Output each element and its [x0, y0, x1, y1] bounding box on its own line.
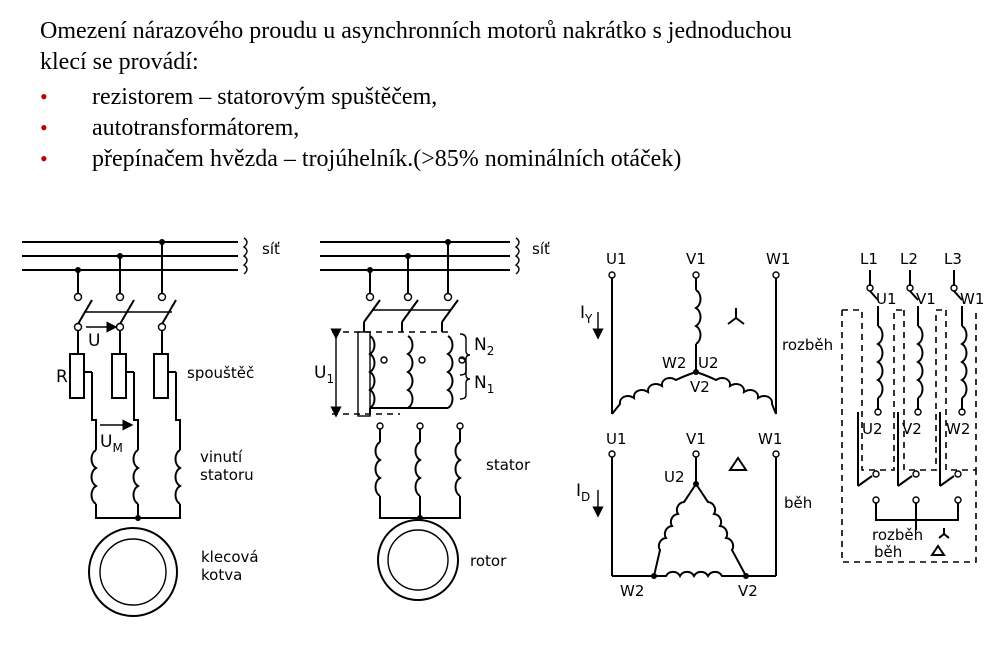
star-v2: V2	[690, 378, 710, 396]
star-symbol-icon	[939, 528, 949, 538]
mains-brace	[244, 238, 247, 274]
autotransformer-winding-2	[408, 336, 413, 408]
stator-winding-label-1: vinutí	[200, 448, 243, 466]
mains-label: síť	[262, 240, 280, 258]
delta-u2: U2	[664, 468, 685, 486]
delta-symbol-icon	[730, 458, 746, 470]
diagram-autotransformer	[314, 238, 550, 600]
resistor-2	[112, 354, 126, 398]
rotor-label: rotor	[470, 552, 507, 570]
switch-run-label: běh	[874, 543, 903, 561]
star-u2: U2	[698, 354, 719, 372]
diagram-star-delta-switch	[842, 250, 984, 562]
star-u1: U1	[606, 250, 627, 268]
star-winding-u	[612, 372, 696, 414]
star-winding-v	[696, 290, 701, 344]
motor-voltage-label: $U_M$	[100, 432, 123, 455]
mains-label: síť	[532, 240, 550, 258]
starter-label: spouštěč	[187, 364, 255, 382]
resistor-3	[154, 354, 168, 398]
switch-v1: V1	[916, 290, 936, 308]
stator-winding-2	[415, 442, 420, 496]
stator-winding-label-2: statoru	[200, 466, 254, 484]
delta-w2: W2	[620, 582, 645, 600]
delta-v1: V1	[686, 430, 706, 448]
rotor-label-1: klecová	[201, 548, 259, 566]
bullet-item-2: autotransformátorem,	[92, 115, 300, 141]
switch-winding-v	[918, 326, 923, 398]
line-l3: L3	[944, 250, 962, 268]
bullet-item-1: rezistorem – statorovým spuštěčem,	[92, 84, 438, 110]
line-l2: L2	[900, 250, 918, 268]
delta-mode-label: běh	[784, 494, 813, 512]
delta-w1: W1	[758, 430, 783, 448]
star-current-label: $I_Y$	[580, 303, 593, 326]
switch-w2: W2	[946, 420, 971, 438]
bullet-marker-1: •	[40, 84, 48, 109]
stator-winding-1	[375, 442, 380, 496]
diagram-star-delta	[576, 250, 833, 600]
star-symbol-icon	[728, 308, 744, 324]
switch-u1: U1	[876, 290, 897, 308]
stator-winding-3	[455, 442, 460, 496]
resistor-1	[70, 354, 84, 398]
switch-start-label: rozběh	[872, 526, 924, 544]
bullet-item-3: přepínačem hvězda – trojúhelník.(>85% nominálních otáček)	[92, 146, 682, 172]
switch-v2: V2	[902, 420, 922, 438]
line-l1: L1	[860, 250, 878, 268]
autotransformer-winding-3	[448, 336, 453, 408]
switch-winding-u	[878, 326, 883, 398]
switch-w1: W1	[960, 290, 985, 308]
heading-line-2: klecí se provádí:	[40, 49, 199, 75]
delta-u1: U1	[606, 430, 627, 448]
n1-label: $N_1$	[474, 373, 495, 396]
delta-symbol-icon	[932, 546, 944, 555]
stator-winding-1	[91, 450, 96, 504]
squirrel-cage-rotor	[89, 528, 177, 616]
resistor-label: R	[56, 367, 68, 387]
voltage-u1-label: $U_1$	[314, 363, 335, 386]
bullet-marker-3: •	[40, 146, 48, 171]
star-w2: W2	[662, 354, 687, 372]
switch-winding-w	[962, 326, 967, 398]
delta-winding-left	[654, 484, 696, 576]
bullet-marker-2: •	[40, 115, 48, 140]
delta-winding-right	[696, 484, 746, 576]
diagram-resistor-starter	[22, 238, 280, 616]
voltage-u-label: U	[88, 331, 101, 351]
stator-label: stator	[486, 456, 531, 474]
stator-winding-3	[175, 450, 180, 504]
mains-brace	[516, 238, 519, 274]
stator-winding-2	[133, 450, 138, 504]
delta-v2: V2	[738, 582, 758, 600]
star-w1: W1	[766, 250, 791, 268]
delta-current-label: $I_D$	[576, 481, 591, 504]
star-v1: V1	[686, 250, 706, 268]
rotor-label-2: kotva	[201, 566, 243, 584]
n2-label: $N_2$	[474, 335, 495, 358]
star-mode-label: rozběh	[782, 336, 834, 354]
rotor	[378, 520, 458, 600]
heading-line-1: Omezení nárazového proudu u asynchronních motorů nakrátko s jednoduchou	[40, 18, 792, 44]
delta-winding-bottom	[654, 572, 746, 576]
switch-u2: U2	[862, 420, 883, 438]
